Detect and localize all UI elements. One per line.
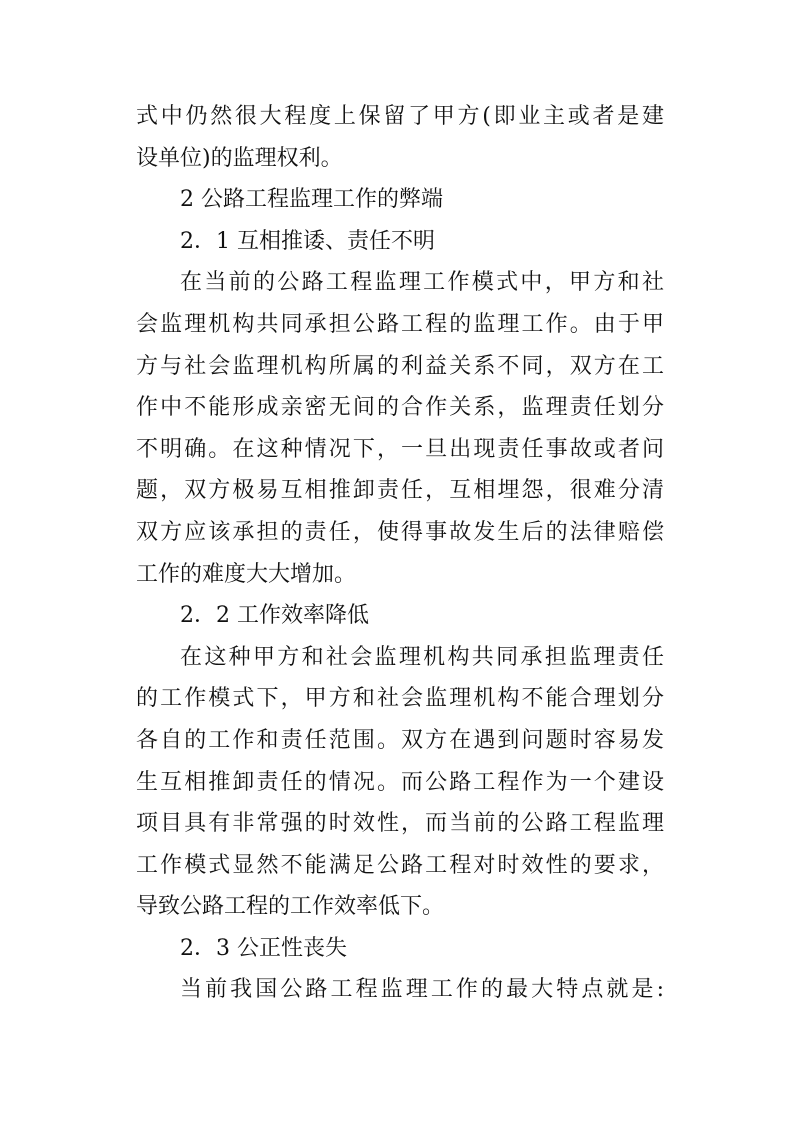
subsection-heading: 2．3 公正性丧失 <box>180 935 347 961</box>
section-heading: 2 公路工程监理工作的弊端 <box>180 187 443 213</box>
paragraph-line: 各自的工作和责任范围。双方在遇到问题时容易发 <box>136 727 664 753</box>
paragraph-line: 双方应该承担的责任，使得事故发生后的法律赔偿 <box>136 519 664 545</box>
paragraph-line: 导致公路工程的工作效率低下。 <box>136 894 445 920</box>
paragraph-line: 式中仍然很大程度上保留了甲方(即业主或者是建 <box>136 104 664 129</box>
paragraph-line: 工作模式显然不能满足公路工程对时效性的要求， <box>136 852 664 878</box>
paragraph-line: 当前我国公路工程监理工作的最大特点就是: <box>180 977 664 1003</box>
paragraph-line: 在这种甲方和社会监理机构共同承担监理责任 <box>180 644 664 670</box>
document-page <box>136 96 664 1011</box>
paragraph-line: 在当前的公路工程监理工作模式中，甲方和社 <box>180 270 664 296</box>
paragraph-line: 会监理机构共同承担公路工程的监理工作。由于甲 <box>136 311 664 337</box>
paragraph-line: 作中不能形成亲密无间的合作关系，监理责任划分 <box>136 395 664 421</box>
subsection-heading: 2．2 工作效率降低 <box>180 603 369 629</box>
paragraph-line: 设单位)的监理权利。 <box>136 145 343 171</box>
paragraph-line: 项目具有非常强的时效性，而当前的公路工程监理 <box>136 811 664 837</box>
paragraph-line: 的工作模式下，甲方和社会监理机构不能合理划分 <box>136 686 664 712</box>
paragraph-line: 方与社会监理机构所属的利益关系不同，双方在工 <box>136 353 664 379</box>
paragraph-line: 工作的难度大大增加。 <box>136 561 357 587</box>
subsection-heading: 2．1 互相推诿、责任不明 <box>180 228 435 254</box>
paragraph-line: 不明确。在这种情况下，一旦出现责任事故或者问 <box>136 436 664 462</box>
paragraph-line: 题，双方极易互相推卸责任，互相埋怨，很难分清 <box>136 478 664 504</box>
paragraph-line: 生互相推卸责任的情况。而公路工程作为一个建设 <box>136 769 664 795</box>
